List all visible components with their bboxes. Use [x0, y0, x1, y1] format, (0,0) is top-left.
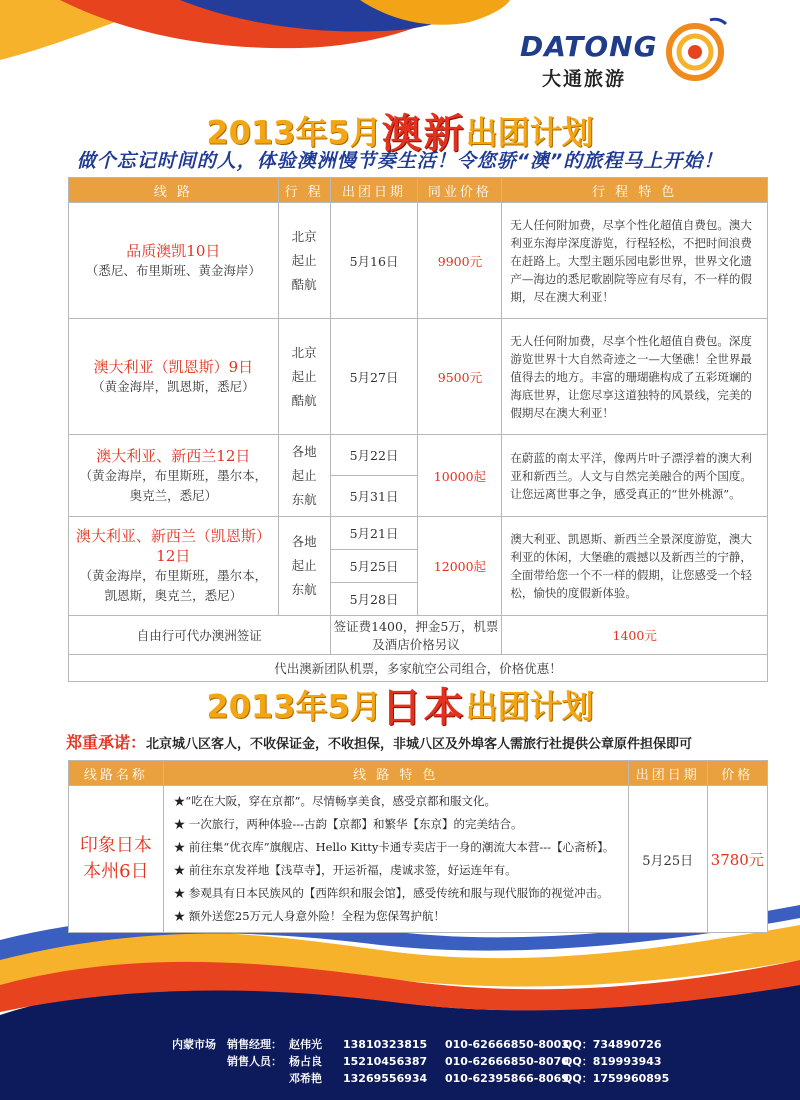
feature-item: ★ 前往东京发祥地【浅草寺】，开运祈福，虔诚求签，好运连年有。	[173, 863, 517, 877]
promise-statement	[66, 730, 766, 753]
table-row	[69, 786, 768, 933]
contact-name: 杨占良	[289, 1055, 322, 1068]
header-route: 线 路	[69, 178, 279, 203]
route-mode: 北京 起止 酷航	[278, 203, 330, 319]
feature-item: ★ 一次旅行，两种体验---古韵【京都】和繁华【东京】的完美结合。	[173, 817, 523, 831]
contact-qq: QQ：734890726	[563, 1038, 662, 1051]
australia-table	[68, 177, 768, 682]
market-label: 内蒙市场	[172, 1038, 216, 1051]
route-stops: （悉尼、布里斯班、黄金海岸）	[85, 262, 261, 278]
contact-row	[172, 1070, 669, 1087]
route-date: 5月21日	[330, 517, 418, 550]
brand-name-cn: 大通旅游	[542, 68, 627, 90]
route-name: 印象日本本州6日	[69, 786, 164, 933]
contact-mobile: 13810323815	[343, 1038, 428, 1051]
route-cell	[69, 203, 279, 319]
contact-qq: QQ：819993943	[563, 1055, 662, 1068]
australia-title	[0, 102, 800, 157]
route-stops: （黄金海岸，凯恩斯，悉尼）	[92, 378, 255, 394]
route-date: 5月25日	[330, 550, 418, 583]
brand-name-en: DATONG	[520, 30, 658, 63]
swirl-icon	[660, 14, 730, 84]
contact-phone: 010-62666850-8070	[445, 1055, 569, 1068]
table-row	[69, 203, 768, 319]
route-price: 12000起	[418, 517, 502, 616]
route-feature: 澳大利亚、凯恩斯、新西兰全景深度游览，澳大利亚的休闲，大堡礁的震撼以及新西兰的宁静，全面带给您一个不一样的假期，让您感受一个轻松，愉快的度假新体验。	[502, 517, 768, 616]
route-date: 5月31日	[330, 476, 418, 517]
table-row	[69, 517, 768, 550]
table-row	[69, 319, 768, 435]
route-feature: 无人任何附加费，尽享个性化超值自费包。澳大利亚东海岸深度游览，行程轻松，不把时间浪费在赶路上。大型主题乐园电影世界，世界文化遗产—海边的悉尼歌剧院等应有尽有，不一样的假期，尽在澳大利亚！	[502, 203, 768, 319]
header-date: 出团日期	[330, 178, 418, 203]
route-date: 5月27日	[330, 319, 418, 435]
route-date: 5月25日	[628, 786, 707, 933]
visa-row	[69, 616, 768, 655]
route-date: 5月22日	[330, 435, 418, 476]
brand-logo	[520, 14, 730, 90]
contact-name: 赵伟光	[289, 1038, 322, 1051]
route-feature: 无人任何附加费，尽享个性化超值自费包。深度游览世界十大自然奇迹之一—大堡礁！全世界最值得去的地方。丰富的珊瑚礁构成了五彩斑斓的海底世界，让您尽享这道独特的风景线，完美的假期尽在澳大利亚！	[502, 319, 768, 435]
header-price: 价格	[707, 761, 768, 786]
route-date: 5月28日	[330, 583, 418, 616]
header-price: 同业价格	[418, 178, 502, 203]
feature-item: ★“吃在大阪，穿在京都”。尽情畅享美食，感受京都和服文化。	[173, 794, 496, 808]
japan-title-suffix: 出团计划	[465, 687, 594, 726]
route-name: 品质澳凯10日	[126, 241, 221, 260]
feature-item: ★ 参观具有日本民族风的【西阵织和服会馆】，感受传统和服与现代服饰的视觉冲击。	[173, 886, 609, 900]
visa-note: 签证费1400，押金5万，机票及酒店价格另议	[330, 616, 502, 655]
japan-title-year: 2013年5月	[206, 687, 382, 726]
route-stops: （黄金海岸，布里斯班，墨尔本，凯恩斯，奥克兰，悉尼）	[79, 568, 268, 603]
contact-role: 销售经理：	[227, 1038, 282, 1051]
route-mode: 北京 起止 酷航	[278, 319, 330, 435]
route-mode: 各地 起止 东航	[278, 435, 330, 517]
route-cell	[69, 517, 279, 616]
table-row	[69, 435, 768, 476]
route-price: 3780元	[707, 786, 768, 933]
route-price: 9500元	[418, 319, 502, 435]
route-name: 澳大利亚、新西兰12日	[96, 446, 251, 465]
route-cell	[69, 319, 279, 435]
route-name: 澳大利亚（凯恩斯）9日	[93, 357, 254, 376]
australia-title-suffix: 出团计划	[465, 113, 594, 152]
table-header-row	[69, 178, 768, 203]
feature-item: ★ 额外送您25万元人身意外险！全程为您保驾护航！	[173, 909, 446, 923]
contact-role: 销售人员：	[227, 1055, 282, 1068]
header-route-name: 线路名称	[69, 761, 164, 786]
route-price: 10000起	[418, 435, 502, 517]
header-route-feature: 线 路 特 色	[163, 761, 628, 786]
visa-price: 1400元	[502, 616, 768, 655]
table-header-row	[69, 761, 768, 786]
contact-phone: 010-62395866-8069	[445, 1072, 569, 1085]
contact-phone: 010-62666850-8003	[445, 1038, 569, 1051]
japan-title-dest: 日本	[381, 685, 466, 731]
route-stops: （黄金海岸，布里斯班，墨尔本，奥克兰，悉尼）	[79, 467, 268, 503]
contact-mobile: 13269556934	[343, 1072, 428, 1085]
promise-text: 北京城八区客人，不收保证金，不收担保，非城八区及外埠客人需旅行社提供公章原件担保即可	[146, 737, 693, 752]
contact-info	[172, 1036, 669, 1087]
route-name: 澳大利亚、新西兰（凯恩斯）12日	[75, 527, 271, 565]
route-features	[163, 786, 628, 933]
route-feature: 在蔚蓝的南太平洋，像两片叶子漂浮着的澳大利亚和新西兰。人文与自然完美融合的两个国度。让您远离世事之争，感受真正的“世外桃源”。	[502, 435, 768, 517]
australia-title-dest: 澳新	[381, 111, 466, 157]
airfare-footnote: 代出澳新团队机票，多家航空公司组合，价格优惠！	[69, 655, 768, 682]
contact-row	[172, 1053, 669, 1070]
route-date: 5月16日	[330, 203, 418, 319]
route-mode: 各地 起止 东航	[278, 517, 330, 616]
contact-mobile: 15210456387	[343, 1055, 428, 1068]
australia-title-year: 2013年5月	[206, 113, 382, 152]
feature-item: ★ 前往集“优衣库”旗舰店、Hello Kitty卡通专卖店于一身的潮流大本营---【心斋桥】。	[173, 840, 615, 854]
route-cell	[69, 435, 279, 517]
australia-slogan: 做个忘记时间的人，体验澳洲慢节奏生活！令您骄“澳”的旅程马上开始！	[76, 150, 724, 172]
japan-title	[0, 676, 800, 731]
promise-label: 郑重承诺：	[66, 733, 147, 752]
route-price: 9900元	[418, 203, 502, 319]
contact-row	[172, 1036, 669, 1053]
visa-label: 自由行可代办澳洲签证	[69, 616, 331, 655]
contact-name: 邓希艳	[289, 1072, 322, 1085]
header-date: 出团日期	[628, 761, 707, 786]
japan-table	[68, 760, 768, 933]
contact-qq: QQ：1759960895	[563, 1072, 670, 1085]
header-mode: 行 程	[278, 178, 330, 203]
header-feature: 行 程 特 色	[502, 178, 768, 203]
